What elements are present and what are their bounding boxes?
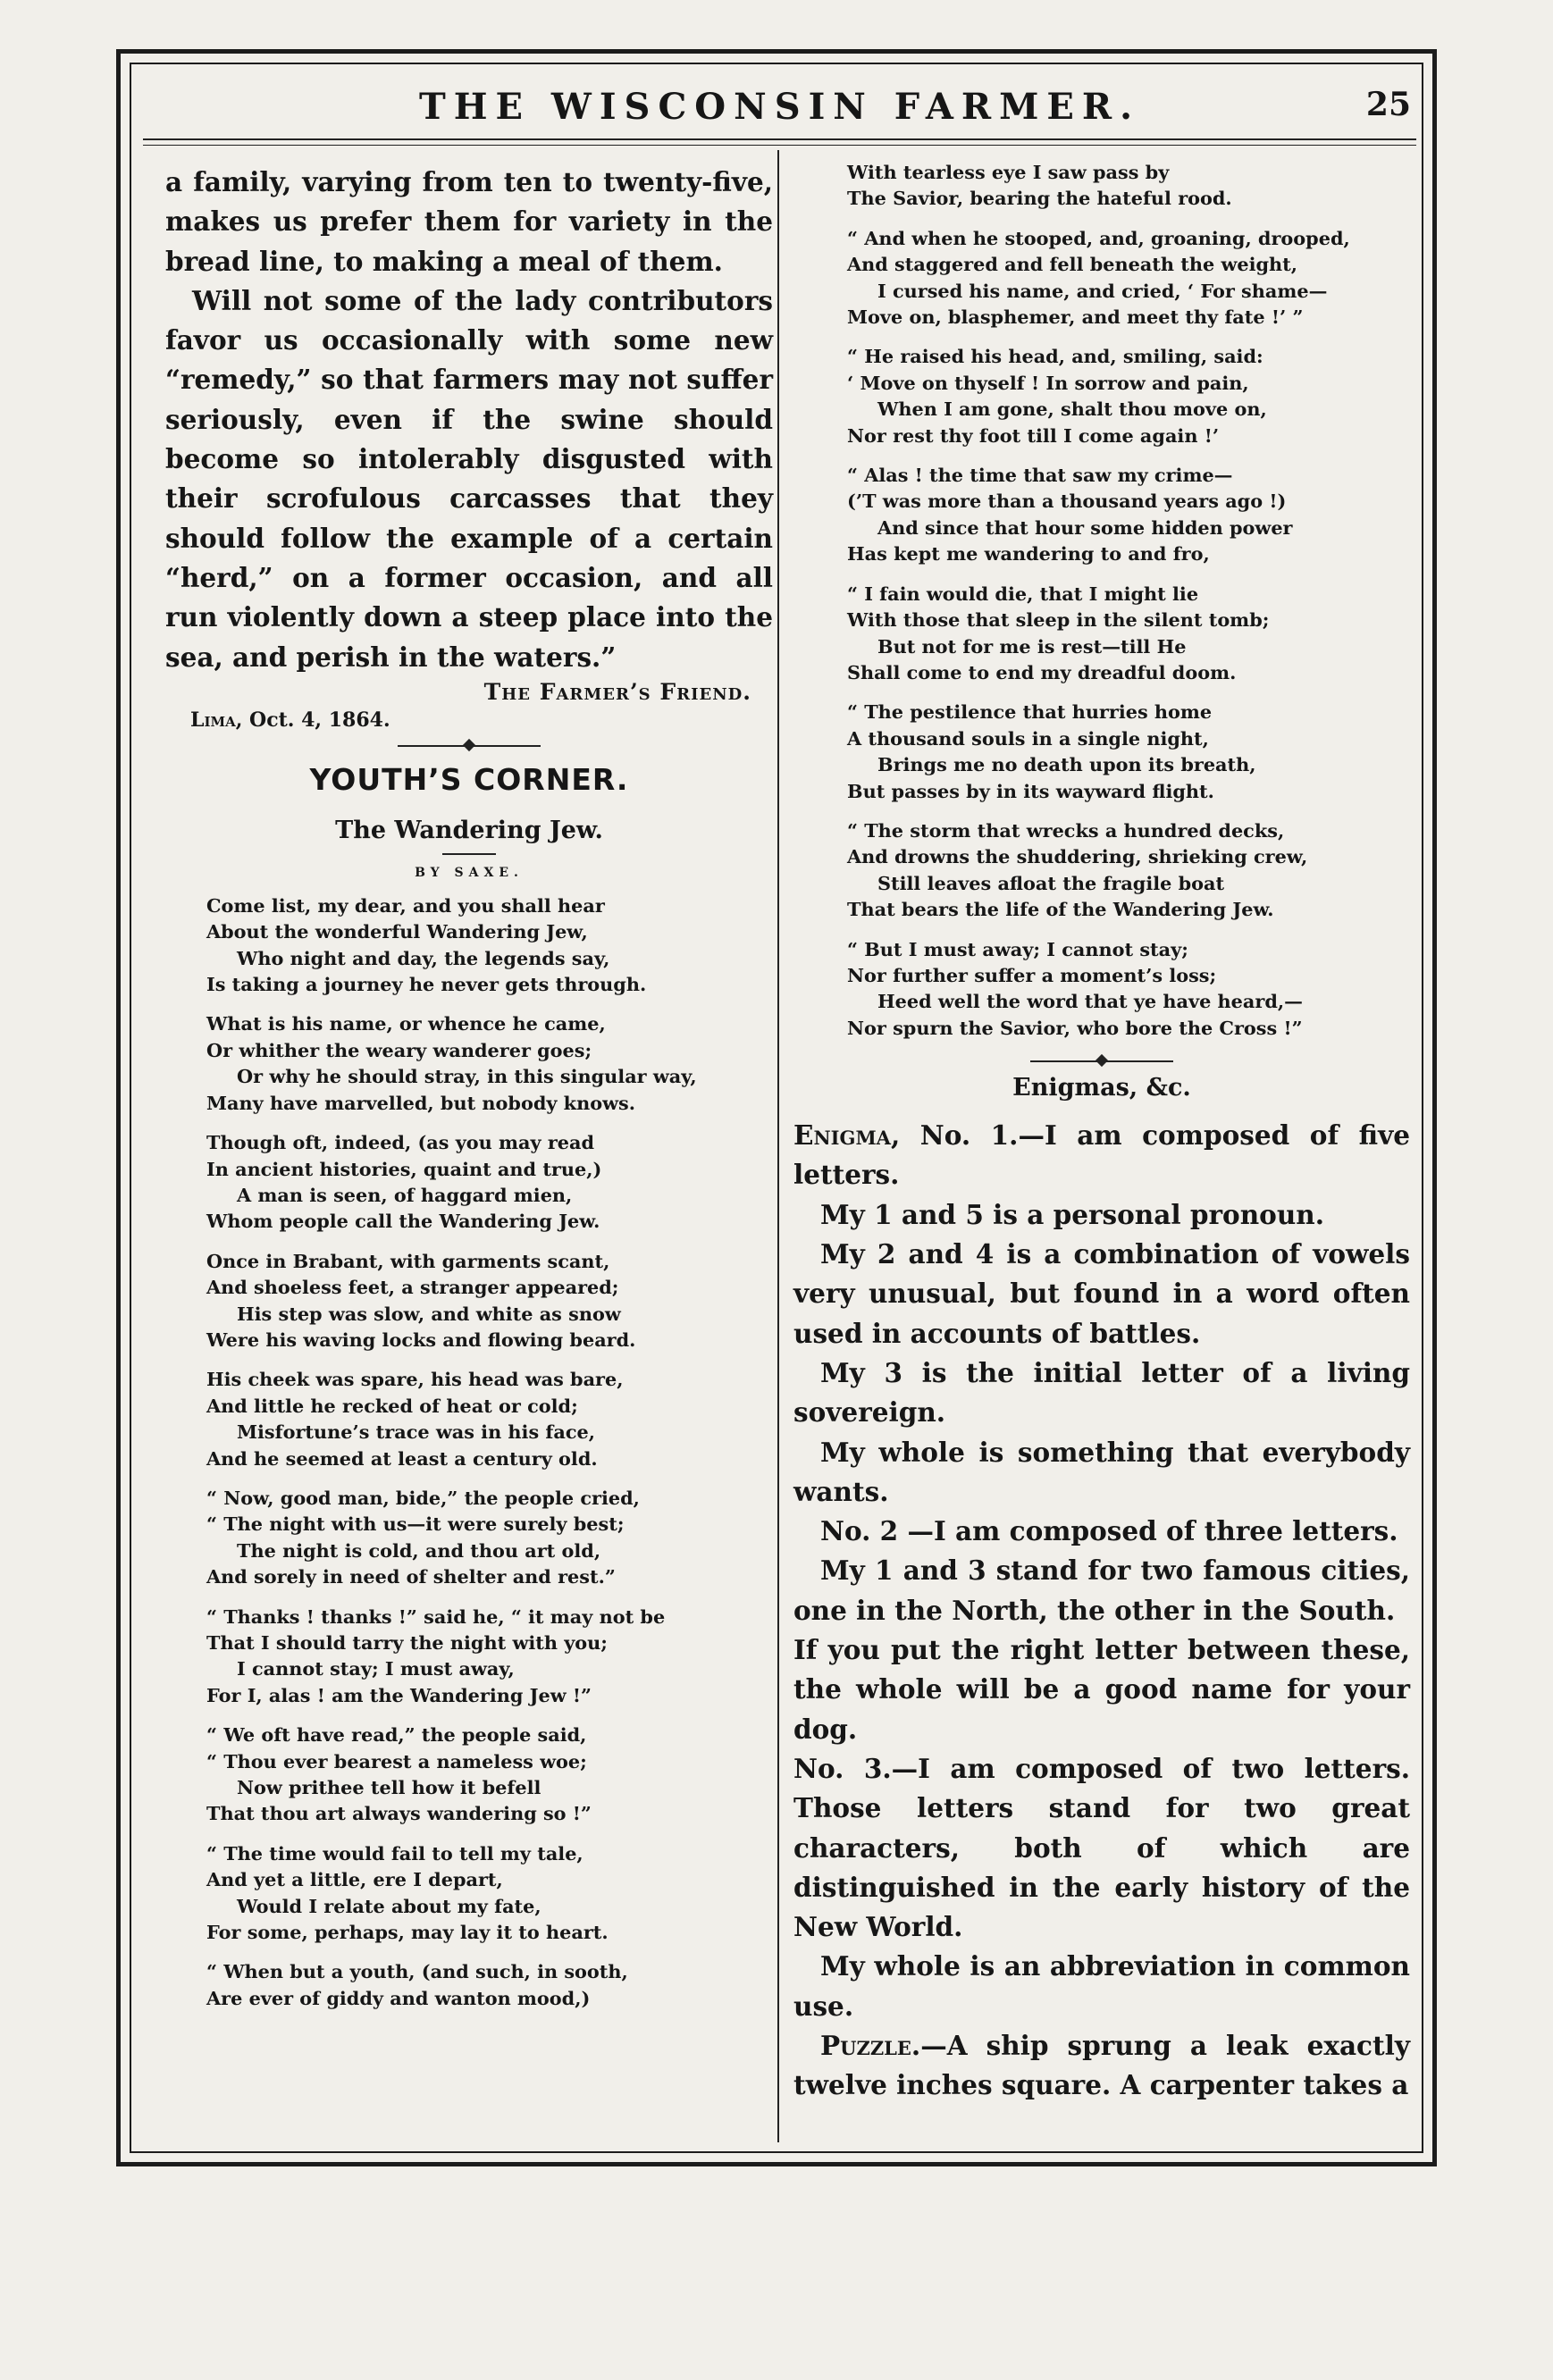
poem-line: “ But I must away; I cannot stay;	[847, 937, 1188, 960]
poem-line: Would I relate about my fate,	[237, 1894, 541, 1917]
stanza	[793, 699, 1410, 804]
poem-line: What is his name, or whence he came,	[206, 1012, 606, 1035]
diamond-ornament-icon	[1095, 1054, 1108, 1067]
poem-line: Once in Brabant, with garments scant,	[206, 1249, 610, 1272]
stanza	[793, 159, 1410, 212]
poem-line: A thousand souls in a single night,	[847, 726, 1209, 750]
poem-line: With tearless eye I saw pass by	[847, 161, 1170, 183]
poem-line: Are ever of giddy and wanton mood,)	[206, 1986, 591, 2009]
poem-line: “ Now, good man, bide,” the people cried,	[206, 1486, 640, 1509]
stanza	[165, 1248, 773, 1353]
column-divider	[777, 150, 779, 2142]
poem-line: Nor rest thy foot till I come again !’	[847, 423, 1220, 447]
stanza	[165, 1604, 773, 1709]
poem-line: “ Thou ever bearest a nameless woe;	[206, 1749, 587, 1772]
enigma-text: No. 1.—I am composed of five letters.	[793, 1119, 1410, 1191]
right-column	[793, 159, 1410, 2106]
stanza	[165, 1366, 773, 1471]
poem-line: Or whither the weary wanderer goes;	[206, 1038, 592, 1061]
poem-line: I cursed his name, and cried, ‘ For shame—	[877, 279, 1328, 302]
poem-line: Has kept me wandering to and fro,	[847, 542, 1210, 566]
stanza	[165, 892, 773, 998]
poem-line: And since that hour some hidden power	[877, 515, 1293, 539]
poem-line: The night is cold, and thou art old,	[237, 1538, 601, 1562]
poem-line: “ I fain would die, that I might lie	[847, 582, 1199, 605]
enigma-paragraph	[793, 1195, 1410, 1235]
puzzle-paragraph	[793, 2026, 1410, 2106]
dateline-place: Lima,	[190, 708, 243, 732]
poem-line: His cheek was spare, his head was bare,	[206, 1368, 624, 1391]
section-separator	[398, 739, 541, 753]
poem-left	[165, 892, 773, 2011]
poem-line: With those that sleep in the silent tomb;	[847, 608, 1270, 632]
enigma-paragraph	[793, 1551, 1410, 1630]
enigma-paragraph	[793, 1512, 1410, 1551]
poem-right	[793, 159, 1410, 1041]
poem-line: I cannot stay; I must away,	[237, 1657, 515, 1680]
poem-line: (’T was more than a thousand years ago !)	[847, 490, 1287, 513]
dateline	[190, 708, 773, 732]
header-rule	[143, 138, 1416, 140]
enigma-text: If you put the right letter between these, the whole will be a good name for your dog.	[793, 1634, 1410, 1745]
enigma-paragraph	[793, 1433, 1410, 1513]
enigma-lead: Enigma,	[793, 1119, 901, 1152]
letter-paragraph: a family, varying from ten to twenty-five, makes us prefer them for variety in the bread line, to making a meal of them.	[165, 166, 773, 277]
header-rule-thin	[143, 145, 1416, 146]
poem-line: “ The time would fail to tell my tale,	[206, 1841, 583, 1865]
poem-line: For I, alas ! am the Wandering Jew !”	[206, 1683, 592, 1706]
enigma-text: No. 3.—I am composed of two letters. Those letters stand for two great characters, both of which are distinguished in the early history of the New World.	[793, 1752, 1410, 1943]
poem-line: Heed well the word that ye have heard,—	[877, 990, 1303, 1013]
stanza	[793, 817, 1410, 923]
poem-line: “ We oft have read,” the people said,	[206, 1723, 587, 1747]
poem-line: Misfortune’s trace was in his face,	[237, 1420, 595, 1444]
poem-title: The Wandering Jew.	[335, 816, 603, 844]
poem-line: Who night and day, the legends say,	[237, 946, 610, 969]
stanza	[793, 936, 1410, 1042]
left-column	[165, 163, 773, 2024]
poem-line: Whom people call the Wandering Jew.	[206, 1210, 600, 1233]
enigma-text: My 1 and 3 stand for two famous cities, one in the North, the other in the South.	[793, 1555, 1410, 1626]
puzzle-lead: Puzzle.	[820, 2030, 921, 2062]
poem-line: Were his waving locks and flowing beard.	[206, 1328, 636, 1351]
poem-line: That thou art always wandering so !”	[206, 1802, 592, 1825]
stanza	[165, 1958, 773, 2011]
enigma-text: My 1 and 5 is a personal pronoun.	[820, 1198, 1324, 1230]
section-title: YOUTH’S CORNER.	[309, 761, 629, 797]
stanza	[165, 1129, 773, 1235]
stanza	[793, 225, 1410, 331]
poem-line: In ancient histories, quaint and true,)	[206, 1157, 602, 1180]
enigmas-title: Enigmas, &c.	[1012, 1074, 1191, 1102]
enigma-paragraph	[793, 1749, 1410, 1947]
poem-line: When I am gone, shalt thou move on,	[877, 398, 1267, 421]
dateline-date: Oct. 4, 1864.	[242, 708, 390, 732]
poem-byline: BY SAXE.	[415, 865, 524, 880]
stanza	[165, 1722, 773, 1827]
poem-line: “ Thanks ! thanks !” said he, “ it may not be	[206, 1605, 666, 1628]
title-rule	[442, 853, 496, 855]
poem-line: “ The pestilence that hurries home	[847, 700, 1213, 724]
section-separator	[1030, 1054, 1173, 1068]
poem-line: And yet a little, ere I depart,	[206, 1868, 503, 1891]
stanza	[793, 462, 1410, 567]
poem-line: His step was slow, and white as snow	[237, 1302, 621, 1325]
poem-line: Nor further suffer a moment’s loss;	[847, 963, 1217, 986]
poem-line: And drowns the shuddering, shrieking crew,	[847, 845, 1308, 868]
puzzle-text: —A ship sprung a leak exactly twelve inches square. A carpenter takes a	[793, 2030, 1410, 2101]
enigma-paragraph	[793, 1353, 1410, 1433]
poem-line: And little he recked of heat or cold;	[206, 1394, 578, 1417]
letter-body	[165, 163, 773, 677]
enigma-text: My 3 is the initial letter of a living sovereign.	[793, 1356, 1410, 1429]
masthead-title: THE WISCONSIN FARMER.	[418, 86, 1141, 128]
enigma-text: My whole is an abbreviation in common use.	[793, 1950, 1410, 2022]
poem-line: Brings me no death upon its breath,	[877, 753, 1256, 776]
poem-line: Many have marvelled, but nobody knows.	[206, 1091, 635, 1114]
poem-line: Move on, blasphemer, and meet thy fate !’ ”	[847, 306, 1304, 329]
poem-line: But not for me is rest—till He	[877, 634, 1187, 658]
poem-line: “ The night with us—it were surely best;	[206, 1513, 625, 1536]
poem-line: Is taking a journey he never gets through.	[206, 973, 647, 996]
poem-line: ‘ Move on thyself ! In sorrow and pain,	[847, 371, 1249, 394]
enigma-text: My whole is something that everybody wants.	[793, 1436, 1410, 1507]
enigma-paragraph	[793, 1947, 1410, 2026]
poem-line: And sorely in need of shelter and rest.”	[206, 1565, 616, 1588]
stanza	[165, 1485, 773, 1590]
poem-line: “ And when he stooped, and, groaning, drooped,	[847, 226, 1350, 249]
poem-line: The Savior, bearing the hateful rood.	[847, 187, 1232, 210]
page-header	[143, 80, 1416, 134]
poem-line: About the wonderful Wandering Jew,	[206, 920, 588, 943]
stanza	[165, 1010, 773, 1116]
diamond-ornament-icon	[463, 739, 475, 751]
enigma-paragraph	[793, 1630, 1410, 1749]
poem-line: Or why he should stray, in this singular way,	[237, 1065, 697, 1088]
enigma-paragraph	[793, 1116, 1410, 1195]
poem-line: “ Alas ! the time that saw my crime—	[847, 464, 1233, 487]
enigma-text: My 2 and 4 is a combination of vowels very unusual, but found in a word often used in accounts of battles.	[793, 1238, 1410, 1349]
poem-line: Still leaves afloat the fragile boat	[877, 871, 1225, 894]
poem-line: And shoeless feet, a stranger appeared;	[206, 1276, 619, 1299]
enigma-text: No. 2 —I am composed of three letters.	[820, 1515, 1398, 1547]
poem-line: “ He raised his head, and, smiling, said:	[847, 345, 1263, 368]
poem-line: Come list, my dear, and you shall hear	[206, 893, 605, 917]
poem-line: That I should tarry the night with you;	[206, 1631, 608, 1655]
poem-line: Shall come to end my dreadful doom.	[847, 660, 1237, 683]
stanza	[165, 1840, 773, 1946]
poem-line: Now prithee tell how it befell	[237, 1776, 541, 1799]
poem-line: But passes by in its wayward flight.	[847, 779, 1214, 802]
letter-paragraph: Will not some of the lady contributors favor us occasionally with some new “remedy,” so that farmers may not suffer seriously, even if the swine should become so intolerably disgusted with their scrofulous carcasses that they should follow the example of a certain “herd,” on a former occasion, and all run violently down a steep place into the sea, and perish in the waters.”	[165, 284, 773, 673]
letter-signature: The Farmer’s Friend.	[483, 678, 751, 705]
enigmas-body	[793, 1116, 1410, 2105]
poem-line: Nor spurn the Savior, who bore the Cross !”	[847, 1016, 1303, 1039]
poem-line: That bears the life of the Wandering Jew.	[847, 898, 1274, 921]
stanza	[793, 343, 1410, 448]
poem-line: A man is seen, of haggard mien,	[237, 1183, 573, 1206]
poem-line: “ The storm that wrecks a hundred decks,	[847, 818, 1285, 842]
poem-line: And he seemed at least a century old.	[206, 1446, 598, 1470]
page-number: 25	[1365, 86, 1411, 123]
enigma-paragraph	[793, 1235, 1410, 1353]
poem-line: And staggered and fell beneath the weight,	[847, 253, 1298, 276]
stanza	[793, 581, 1410, 686]
poem-line: Though oft, indeed, (as you may read	[206, 1131, 595, 1154]
poem-line: For some, perhaps, may lay it to heart.	[206, 1921, 609, 1944]
poem-line: “ When but a youth, (and such, in sooth,	[206, 1960, 628, 1983]
